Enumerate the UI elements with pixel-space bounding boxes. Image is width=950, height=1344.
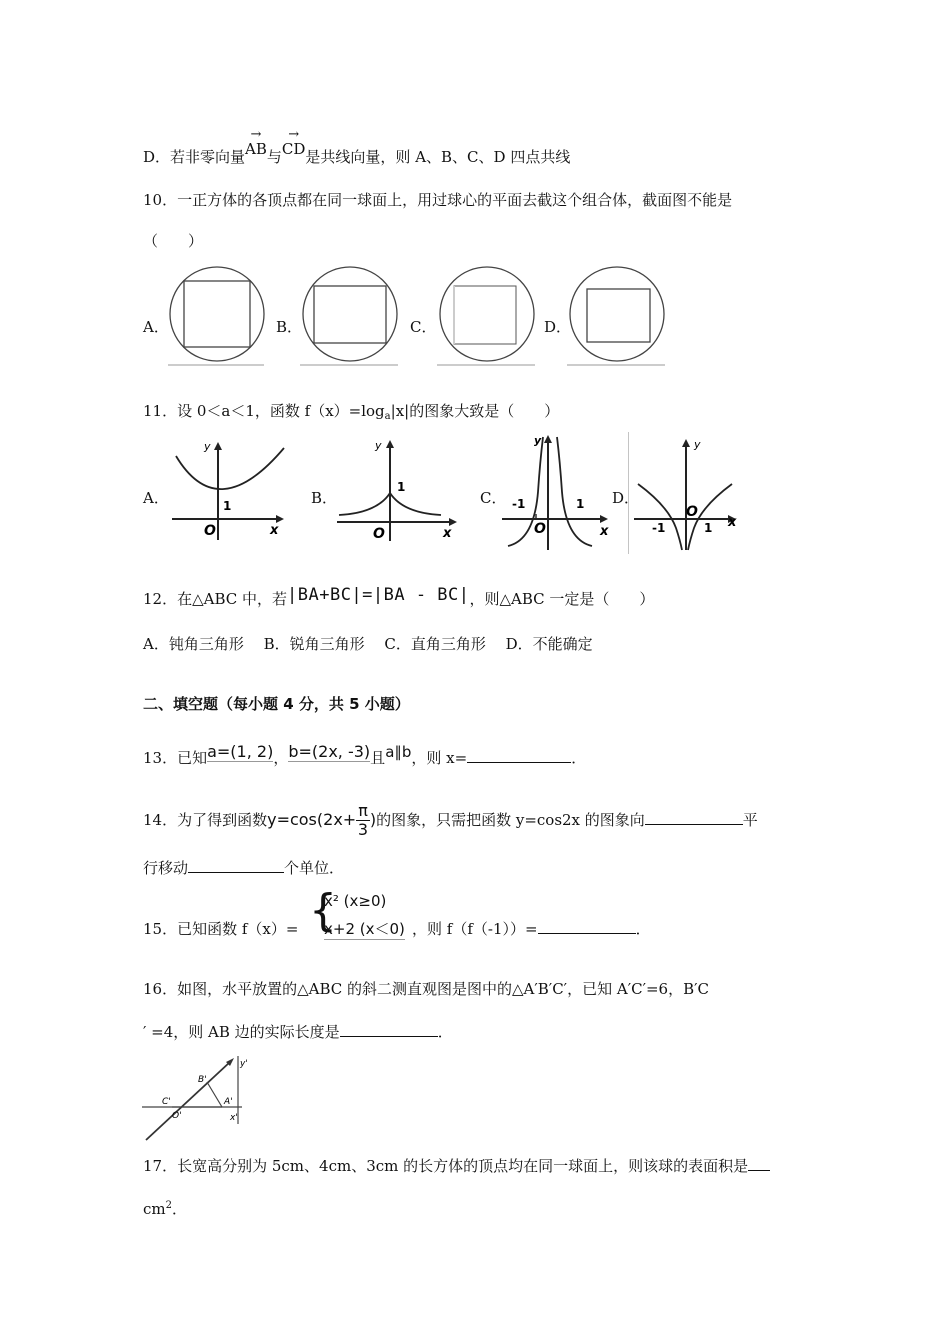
b-prime-label: B' xyxy=(198,1075,207,1085)
y-axis-label: y xyxy=(204,440,211,453)
one-label: 1 xyxy=(576,497,585,511)
a-prime-label: A' xyxy=(224,1097,233,1107)
vector-ab: → AB xyxy=(245,140,267,158)
q10-label-b: B． xyxy=(276,318,303,336)
q12-stem: 12．在△ABC 中，若|BA+BC|=|BA - BC|，则△ABC 一定是（ ） xyxy=(143,585,655,608)
q10-stem: 10．一正方体的各顶点都在同一球面上，用过球心的平面去截这个组合体，截面图不能是 xyxy=(143,191,733,209)
one-label: 1 xyxy=(704,521,713,535)
x-axis-label: x xyxy=(728,515,737,530)
answer-blank xyxy=(188,858,284,873)
answer-blank xyxy=(645,810,743,825)
q15-case1: x² (x≥0) xyxy=(324,892,387,910)
q16-figure xyxy=(142,1052,248,1142)
q9-option-d: D．若非零向量→ AB与→ CD是共线向量，则 A、B、C、D 四点共线 xyxy=(143,140,570,167)
vector-formula: |BA+BC|=|BA - BC| xyxy=(287,585,470,605)
origin-label: O xyxy=(686,504,698,520)
q11-label-b: B． xyxy=(311,489,338,507)
q14-line2: 行移动 个单位． xyxy=(143,859,345,877)
origin-label: O xyxy=(204,523,216,539)
o-prime-label: O' xyxy=(172,1111,182,1121)
neg-one-label: -1 xyxy=(652,521,666,535)
answer-blank xyxy=(340,1022,438,1037)
vector-cd: → CD xyxy=(282,140,306,158)
origin-label: O xyxy=(373,526,385,542)
q13: 13．已知a=(1, 2)，b=(2x, -3)且a∥b，则 x= ． xyxy=(143,742,587,767)
q10-label-d: D． xyxy=(544,318,572,336)
c-prime-label: C' xyxy=(162,1097,171,1107)
answer-blank xyxy=(538,919,636,934)
q11-graph-d xyxy=(628,432,748,554)
origin-label: O xyxy=(534,521,546,537)
one-label: 1 xyxy=(397,480,406,494)
q11-graph-a xyxy=(168,438,288,544)
y-axis-label: y xyxy=(534,434,542,447)
q11-graph-c xyxy=(500,432,620,552)
q16-line2: ′ =4，则 AB 边的实际长度是 ． xyxy=(143,1023,453,1041)
q15-pre: 15．已知函数 f（x）= xyxy=(143,920,299,938)
q10-figure-d xyxy=(567,262,667,368)
q11-label-d: D． xyxy=(612,489,640,507)
vector-b-expr: b=(2x, -3) xyxy=(288,742,371,761)
q16-line1: 16．如图，水平放置的△ABC 的斜二测直观图是图中的△A′B′C′，已知 A′C′=6，B′C xyxy=(143,980,709,998)
q10-figure-c xyxy=(437,262,537,368)
q11-label-a: A． xyxy=(143,489,169,507)
func-expr: y=cos(2x+ $\frac{\pi}{3}$ ) xyxy=(267,801,377,839)
neg-one-label: -1 xyxy=(512,497,526,511)
q17-line2: $cm^2$． xyxy=(143,1200,188,1218)
y-prime-label: y' xyxy=(240,1059,248,1069)
x-axis-label: x xyxy=(443,526,452,541)
section-title: 二、填空题（每小题 4 分，共 5 小题） xyxy=(143,695,410,713)
parallel-expr: a∥b xyxy=(385,743,412,761)
q10-figure-b xyxy=(300,262,400,368)
answer-blank xyxy=(748,1156,770,1171)
q15-post: ，则 f（f（-1））= ． xyxy=(412,920,651,938)
q11-label-c: C． xyxy=(480,489,507,507)
answer-blank xyxy=(467,748,571,763)
q15-case2: x+2 (x＜0) xyxy=(324,920,405,938)
y-axis-label: y xyxy=(375,439,382,452)
q10-label-a: A． xyxy=(143,318,169,336)
x-axis-label: x xyxy=(270,523,279,538)
q10-label-c: C． xyxy=(410,318,437,336)
q15-brace: { xyxy=(309,885,337,936)
q10-figure-a xyxy=(168,262,268,368)
vector-a-expr: a=(1, 2) xyxy=(207,742,274,761)
q11-stem: 11．设 0＜a＜1，函数 $f(x)=\log_a|x|$的图象大致是（ ） xyxy=(143,402,560,422)
q11-graph-b xyxy=(333,435,463,545)
q12-options: A．钝角三角形 B．锐角三角形 C．直角三角形 D．不能确定 xyxy=(143,635,593,653)
x-axis-label: x xyxy=(600,524,609,539)
x-prime-label: x' xyxy=(230,1113,238,1123)
q10-paren: （ ） xyxy=(143,232,204,250)
one-label: 1 xyxy=(223,499,232,513)
y-axis-label: y xyxy=(694,438,701,451)
q17-line1: 17．长宽高分别为 5cm、4cm、3cm 的长方体的顶点均在同一球面上，则该球的表面积是 xyxy=(143,1155,770,1176)
q14-line1: 14．为了得到函数y=cos(2x+ $\frac{\pi}{3}$ )的图象，只需把函数 y=cos2x 的图象向 平 xyxy=(143,801,758,839)
